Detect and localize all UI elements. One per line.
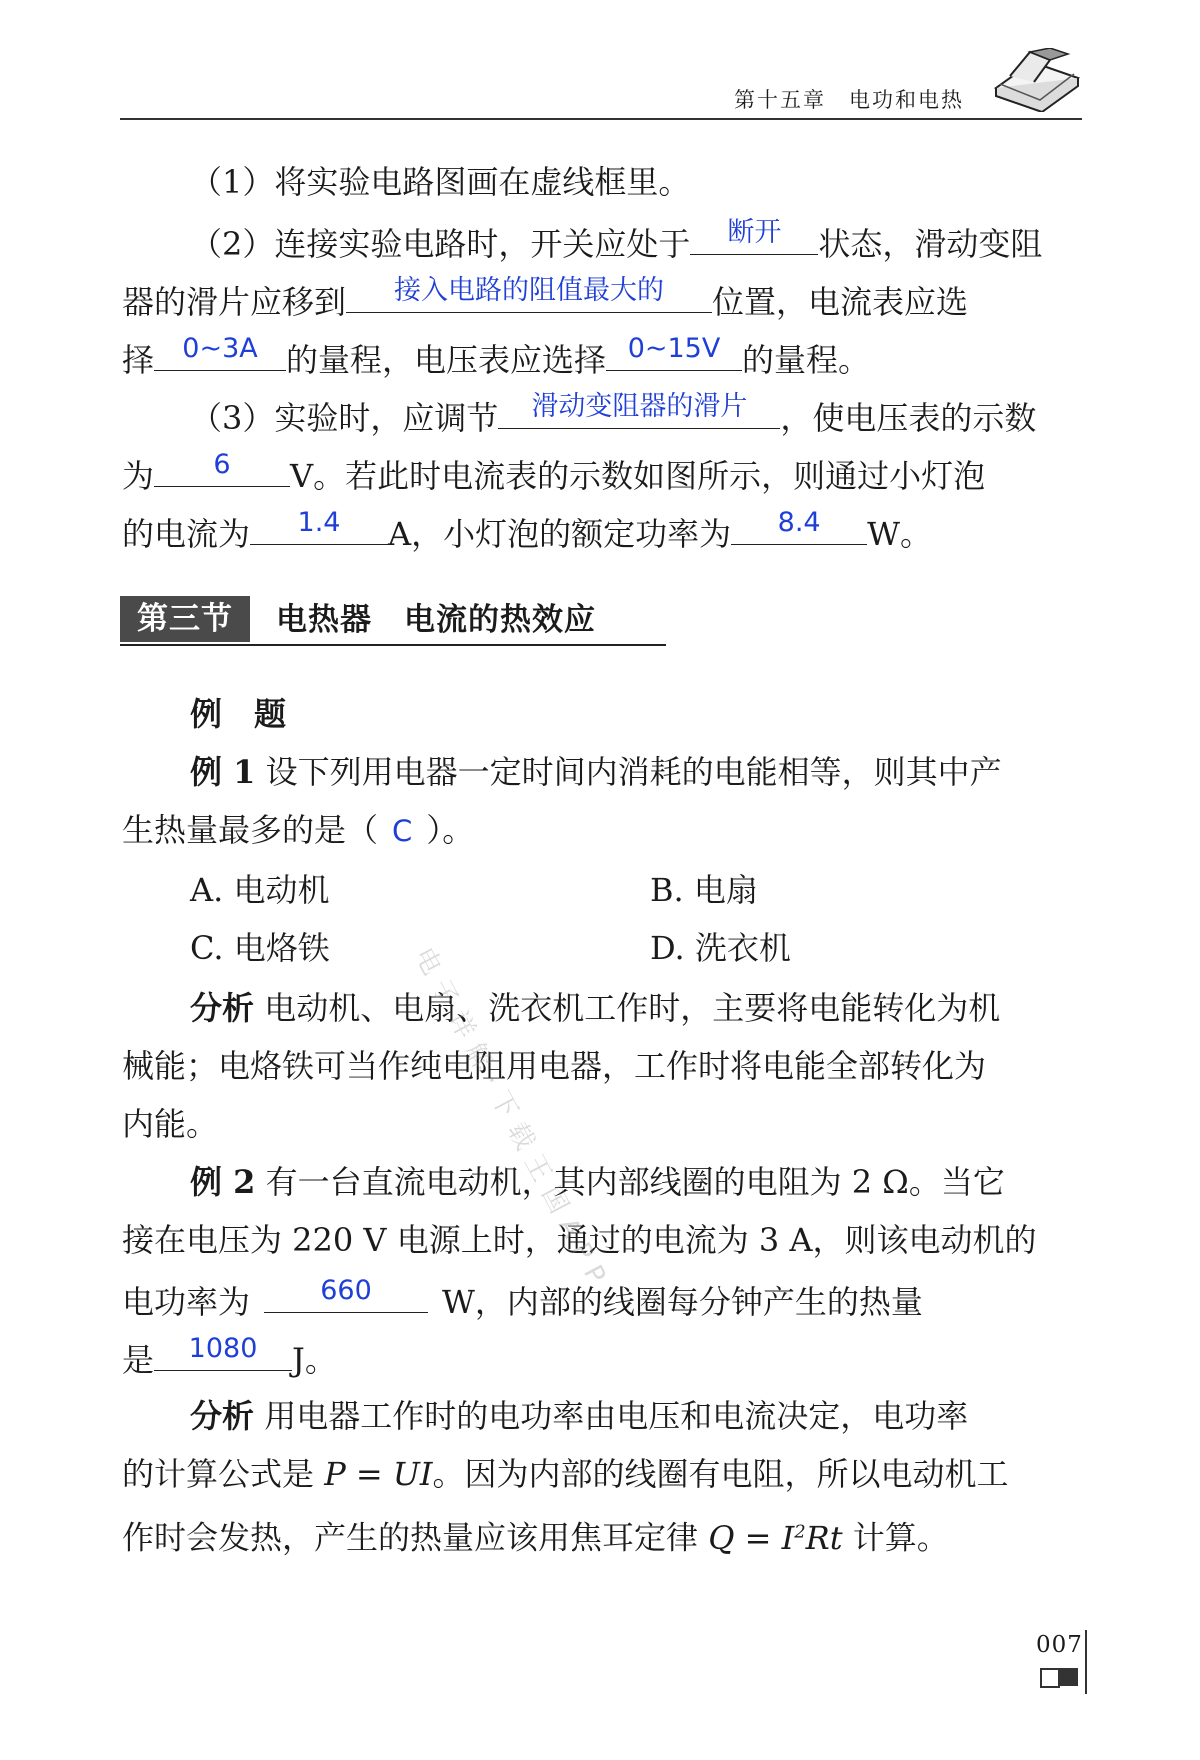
text: W，内部的线圈每分钟产生的热量 (442, 1283, 923, 1321)
page-number: 007 (1036, 1632, 1083, 1658)
example-label: 例 2 (190, 1163, 256, 1201)
question-2-line-1 (190, 217, 1082, 264)
analysis-1-line-3: 内能。 (122, 1105, 219, 1143)
text: 择 (122, 341, 155, 379)
text: 状态，滑动变阻 (818, 225, 1043, 263)
text: 为 (122, 457, 155, 495)
option-d: D. 洗衣机 (650, 929, 791, 967)
analysis-2-line-2 (122, 1454, 1082, 1494)
question-1: （1）将实验电路图画在虚线框里。 (190, 163, 691, 201)
text: 生热量最多的是（ (122, 811, 379, 849)
analysis-1-line-1 (190, 988, 1082, 1028)
text: 计算。 (852, 1518, 949, 1557)
answer-blank (731, 507, 867, 545)
section-title: 电热器 电流的热效应 (276, 602, 596, 638)
analysis-label: 分析 (190, 1397, 255, 1435)
text: （3）实验时，应调节 (190, 399, 499, 437)
answer-blank (250, 507, 388, 545)
formula-joule: $Q = I^2Rt$ (708, 1518, 843, 1557)
question-3-line-3 (122, 507, 1082, 554)
example-2-line-4 (122, 1333, 1082, 1380)
question-2-line-2 (122, 275, 1082, 322)
text: 电功率为 (122, 1283, 251, 1321)
answer-blank (690, 217, 818, 255)
question-3-line-1 (190, 391, 1082, 438)
text: 是 (122, 1341, 155, 1379)
text: 的量程。 (742, 341, 871, 379)
text: W。 (867, 515, 933, 553)
answer-blank (154, 449, 290, 487)
question-3-line-2 (122, 449, 1082, 496)
answer-blank (264, 1275, 428, 1313)
section-header (120, 596, 666, 646)
handwritten-answer: 断开 (727, 217, 782, 248)
examples-heading: 例 题 (190, 695, 287, 733)
text: V。若此时电流表的示数如图所示，则通过小灯泡 (290, 457, 986, 495)
watermark: 电子详解·下载王国APP (408, 942, 616, 1298)
option-b: B. 电扇 (650, 871, 758, 909)
book-icon (990, 48, 1082, 112)
answer-blank (154, 333, 286, 371)
text: 的量程，电压表应选择 (286, 341, 607, 379)
example-1-line-1 (190, 752, 1082, 792)
question-2-line-3 (122, 333, 1082, 380)
text: 有一台直流电动机，其内部线圈的电阻为 2 Ω。当它 (265, 1163, 1005, 1201)
text: 作时会发热，产生的热量应该用焦耳定律 (122, 1518, 699, 1557)
text: 位置，电流表应选 (712, 283, 969, 321)
answer-blank (346, 275, 712, 313)
handwritten-answer: 1080 (188, 1333, 258, 1364)
analysis-label: 分析 (190, 989, 255, 1027)
handwritten-answer: 8.4 (777, 507, 821, 538)
handwritten-answer: 0~15V (627, 333, 721, 364)
handwritten-answer: 6 (213, 449, 231, 480)
option-c: C. 电烙铁 (190, 929, 330, 967)
formula-power: P = UI (324, 1455, 433, 1493)
analysis-1-line-2: 械能；电烙铁可当作纯电阻用电器，工作时将电能全部转化为 (122, 1047, 987, 1085)
example-label: 例 1 (190, 753, 256, 791)
text: 用电器工作时的电功率由电压和电流决定，电功率 (264, 1397, 969, 1435)
section-tag: 第三节 (120, 596, 250, 642)
option-a: A. 电动机 (190, 871, 330, 909)
answer-blank (154, 1333, 292, 1371)
handwritten-answer: 1.4 (297, 507, 341, 538)
answer-blank (498, 391, 780, 429)
text: 设下列用电器一定时间内消耗的电能相等，则其中产 (265, 753, 1002, 791)
page-mark-outline (1040, 1668, 1060, 1688)
handwritten-answer: C (392, 814, 413, 848)
text: 。因为内部的线圈有电阻，所以电动机工 (432, 1455, 1009, 1493)
text: ，使电压表的示数 (780, 399, 1037, 437)
chapter-header (120, 82, 1082, 120)
text: 的电流为 (122, 515, 251, 553)
text: 的计算公式是 (122, 1455, 315, 1493)
text: ）。 (426, 811, 475, 849)
text: A，小灯泡的额定功率为 (388, 515, 732, 553)
answer-blank (606, 333, 742, 371)
text: 器的滑片应移到 (122, 283, 347, 321)
handwritten-answer: 660 (320, 1275, 372, 1306)
page-number-rule (1085, 1630, 1087, 1694)
text: J。 (292, 1341, 337, 1379)
text: 电动机、电扇、洗衣机工作时，主要将电能转化为机 (264, 989, 1001, 1027)
handwritten-answer: 滑动变阻器的滑片 (531, 391, 748, 422)
analysis-2-line-1 (190, 1396, 1082, 1436)
chapter-title: 第十五章 电功和电热 (734, 88, 964, 112)
text: （2）连接实验电路时，开关应处于 (190, 225, 691, 263)
example-2-line-1 (190, 1162, 1082, 1202)
handwritten-answer: 0~3A (182, 333, 258, 364)
analysis-2-line-3 (122, 1512, 1082, 1558)
example-2-line-2: 接在电压为 220 V 电源上时，通过的电流为 3 A，则该电动机的 (122, 1221, 1037, 1259)
example-1-line-2 (122, 810, 1082, 851)
page-mark-filled (1060, 1668, 1078, 1686)
handwritten-answer: 接入电路的阻值最大的 (394, 275, 665, 306)
